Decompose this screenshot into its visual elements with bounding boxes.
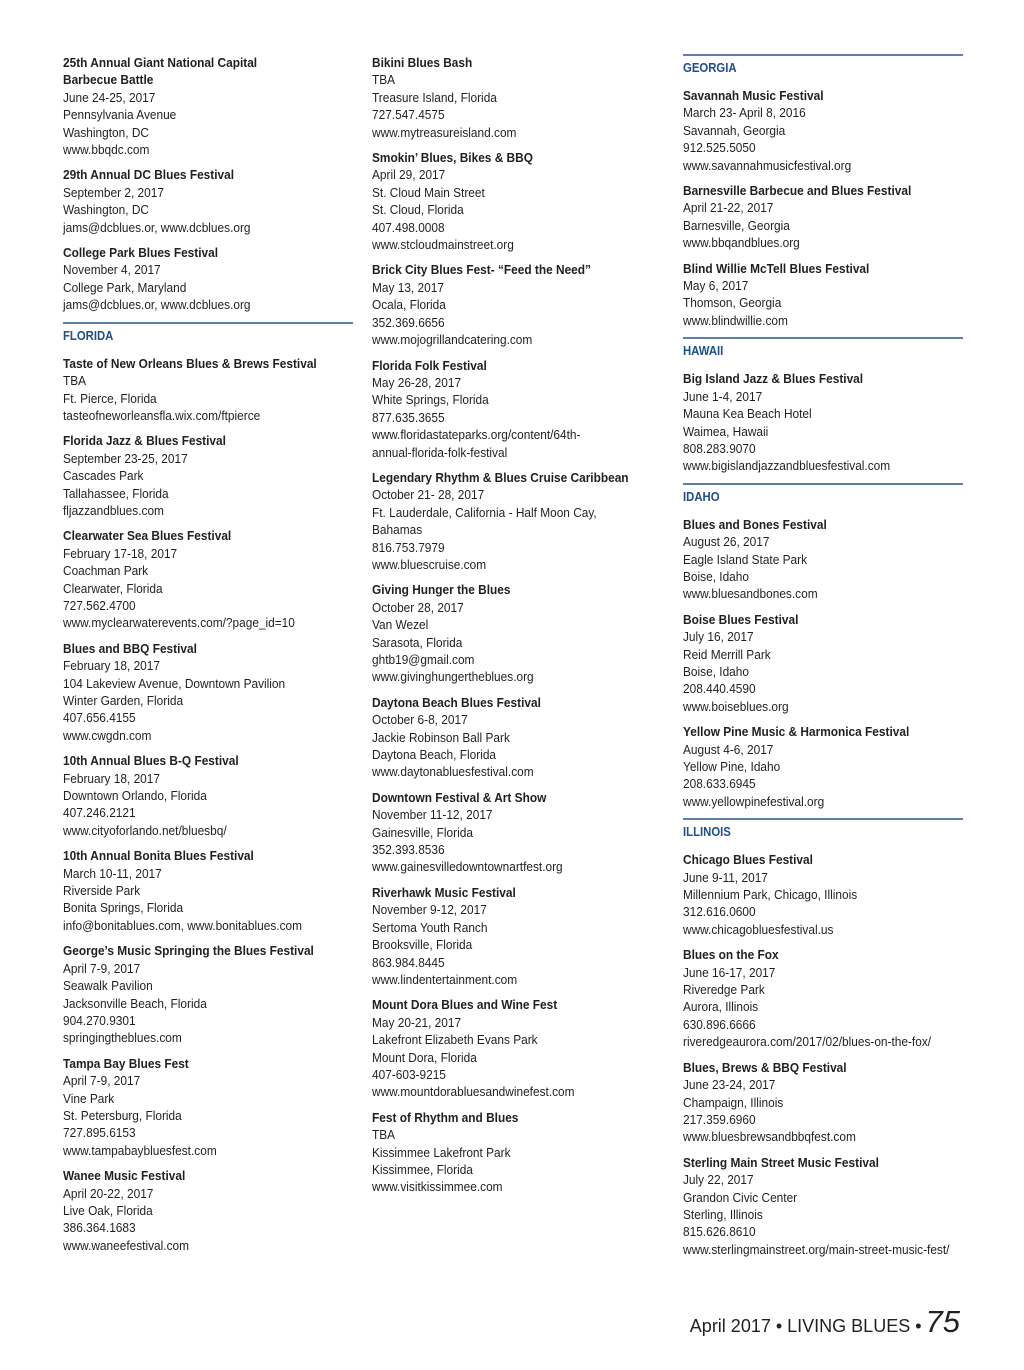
festival-detail: White Springs, Florida (372, 392, 489, 408)
festival-name: 25th Annual Giant National Capital (63, 55, 258, 70)
festival-detail: www.myclearwaterevents.com/?page_id=10 (63, 615, 295, 631)
festival-detail: www.chicagobluesfestival.us (683, 921, 834, 937)
festival-listing (372, 149, 668, 253)
state-heading: ILLINOIS (683, 825, 731, 840)
festival-listing (683, 1059, 963, 1146)
festival-detail: tasteofneworleansfla.wix.com/ftpierce (63, 407, 261, 423)
festival-detail: 352.393.8536 (372, 842, 445, 858)
festival-listing (63, 432, 353, 519)
festival-detail: www.bluesandbones.com (683, 586, 818, 602)
festival-listing (683, 723, 963, 810)
festival-detail: 312.616.0600 (683, 904, 756, 920)
festival-detail: 407-603-9215 (372, 1066, 446, 1082)
state-heading: HAWAII (683, 344, 724, 359)
festival-name: Riverhawk Music Festival (372, 884, 516, 900)
festival-detail: 407.498.0008 (372, 219, 445, 235)
festival-name: Chicago Blues Festival (683, 852, 813, 868)
festival-detail: TBA (63, 373, 87, 389)
festival-listing (683, 946, 963, 1050)
festival-detail: April 7-9, 2017 (63, 960, 141, 976)
footer-text: April 2017 • LIVING BLUES • (689, 1316, 922, 1336)
festival-detail: November 4, 2017 (63, 262, 161, 278)
section-divider (683, 337, 963, 339)
festival-detail: www.tampabaybluesfest.com (63, 1142, 217, 1158)
festival-name: George’s Music Springing the Blues Festival (63, 943, 314, 959)
festival-detail: www.sterlingmainstreet.org/main-street-music-fest/ (683, 1241, 950, 1257)
festival-detail: Van Wezel (372, 617, 429, 633)
festival-detail: Boise, Idaho (683, 663, 749, 679)
section-divider (683, 818, 963, 820)
festival-detail: Sterling, Illinois (683, 1206, 763, 1222)
festival-detail: September 2, 2017 (63, 184, 164, 200)
festival-detail: Washington, DC (63, 124, 149, 140)
festival-detail: jams@dcblues.or, www.dcblues.org (63, 219, 251, 235)
festival-detail: Sertoma Youth Ranch (372, 919, 488, 935)
festival-detail: St. Cloud Main Street (372, 184, 485, 200)
festival-detail: Bonita Springs, Florida (63, 900, 184, 916)
festival-detail: July 22, 2017 (683, 1172, 754, 1188)
festival-listing (372, 469, 668, 573)
festival-detail: www.yellowpinefestival.org (683, 793, 825, 809)
festival-name: Giving Hunger the Blues (372, 582, 511, 598)
festival-detail: June 16-17, 2017 (683, 964, 776, 980)
section-divider (63, 322, 353, 324)
festival-name: Brick City Blues Fest- “Feed the Need” (372, 262, 591, 278)
festival-detail: www.cwgdn.com (63, 727, 152, 743)
festival-listing (372, 694, 668, 781)
festival-detail: www.givinghungertheblues.org (372, 669, 534, 685)
state-section-header (683, 483, 963, 506)
festival-detail: Cascades Park (63, 468, 144, 484)
festival-detail: www.floridastateparks.org/content/64th- (372, 427, 581, 443)
festival-detail: Ft. Lauderdale, California - Half Moon Cay, (372, 504, 597, 520)
festival-detail: 727.895.6153 (63, 1125, 136, 1141)
festival-detail: www.boiseblues.org (683, 698, 789, 714)
festival-listing (683, 611, 963, 715)
festival-listing (63, 640, 353, 744)
festival-detail: 727.562.4700 (63, 597, 136, 613)
festival-detail: Kissimmee Lakefront Park (372, 1144, 511, 1160)
festival-detail: 386.364.1683 (63, 1220, 136, 1236)
festival-detail: Waimea, Hawaii (683, 423, 769, 439)
festival-detail: February 18, 2017 (63, 770, 161, 786)
festival-detail: 912.525.5050 (683, 140, 756, 156)
festival-detail: May 26-28, 2017 (372, 374, 462, 390)
festival-detail: Riveredge Park (683, 982, 765, 998)
festival-detail: 877.635.3655 (372, 409, 445, 425)
festival-listing (372, 261, 668, 348)
festival-detail: www.stcloudmainstreet.org (372, 237, 514, 253)
festival-detail: Vine Park (63, 1090, 115, 1106)
festival-detail: 863.984.8445 (372, 954, 445, 970)
festival-detail: 407.656.4155 (63, 710, 136, 726)
festival-detail: jams@dcblues.or, www.dcblues.org (63, 297, 251, 313)
festival-name: Mount Dora Blues and Wine Fest (372, 997, 558, 1013)
festival-name: Barbecue Battle (63, 72, 154, 88)
festival-detail: ghtb19@gmail.com (372, 652, 475, 667)
festival-detail: 727.547.4575 (372, 107, 445, 123)
festival-detail: annual-florida-folk-festival (372, 444, 508, 460)
festival-detail: September 23-25, 2017 (63, 450, 188, 466)
festival-listing (372, 357, 668, 461)
festival-name: Smokin’ Blues, Bikes & BBQ (372, 150, 533, 166)
festival-listing (63, 244, 353, 314)
festival-detail: Thomson, Georgia (683, 295, 782, 311)
festival-detail: Jackie Robinson Ball Park (372, 729, 510, 745)
festival-detail: College Park, Maryland (63, 279, 187, 295)
festival-detail: Live Oak, Florida (63, 1202, 153, 1218)
festival-detail: Aurora, Illinois (683, 999, 759, 1015)
festival-detail: November 9-12, 2017 (372, 902, 487, 918)
festival-detail: June 1-4, 2017 (683, 388, 763, 404)
festival-listing (63, 527, 353, 631)
state-heading: GEORGIA (683, 61, 737, 75)
festival-detail: May 20-21, 2017 (372, 1014, 462, 1030)
festival-detail: www.bbqandblues.org (683, 235, 800, 251)
festival-listing (63, 54, 353, 158)
festival-name: Clearwater Sea Blues Festival (63, 528, 232, 544)
festival-listing (683, 182, 963, 252)
festival-detail: 630.896.6666 (683, 1016, 756, 1032)
festival-detail: riveredgeaurora.com/2017/02/blues-on-the-fox/ (683, 1034, 932, 1050)
festival-detail: February 18, 2017 (63, 658, 161, 674)
festival-detail: Mauna Kea Beach Hotel (683, 406, 812, 422)
festival-detail: 808.283.9070 (683, 440, 756, 456)
festival-detail: 904.270.9301 (63, 1012, 136, 1028)
festival-listing (63, 1055, 353, 1159)
festival-name: Daytona Beach Blues Festival (372, 694, 541, 710)
festival-detail: Grandon Civic Center (683, 1189, 798, 1205)
festival-detail: May 6, 2017 (683, 278, 749, 294)
festival-detail: www.bluescruise.com (372, 556, 487, 572)
festival-detail: Winter Garden, Florida (63, 693, 184, 708)
state-section-header (683, 818, 963, 841)
festival-name: Taste of New Orleans Blues & Brews Festival (63, 355, 317, 371)
festival-detail: Boise, Idaho (683, 568, 749, 584)
festival-detail: Ocala, Florida (372, 297, 446, 313)
state-section-header (63, 322, 353, 345)
festival-listing (683, 1154, 963, 1258)
festival-detail: www.cityoforlando.net/bluesbq/ (63, 822, 227, 838)
festival-detail: Treasure Island, Florida (372, 89, 497, 105)
festival-name: Barnesville Barbecue and Blues Festival (683, 183, 912, 199)
festival-detail: May 13, 2017 (372, 279, 444, 295)
state-heading: FLORIDA (63, 328, 114, 343)
festival-detail: August 4-6, 2017 (683, 741, 774, 757)
festival-detail: February 17-18, 2017 (63, 545, 178, 561)
festival-listing (683, 370, 963, 474)
festival-listing (683, 851, 963, 938)
festival-detail: 352.369.6656 (372, 314, 445, 330)
festival-detail: Reid Merrill Park (683, 646, 771, 662)
festival-detail: Savannah, Georgia (683, 122, 786, 138)
festival-name: Big Island Jazz & Blues Festival (683, 371, 864, 387)
festival-name: Fest of Rhythm and Blues (372, 1109, 519, 1125)
page-footer (690, 1302, 960, 1346)
festival-listing (372, 581, 668, 685)
festival-listing (63, 166, 353, 236)
festival-listing (63, 942, 353, 1046)
festival-name: Bikini Blues Bash (372, 55, 473, 70)
festival-detail: October 6-8, 2017 (372, 712, 468, 728)
state-heading: IDAHO (683, 489, 720, 504)
festival-name: Boise Blues Festival (683, 611, 799, 627)
festival-detail: www.mountdorabluesandwinefest.com (372, 1084, 575, 1100)
festival-detail: www.savannahmusicfestival.org (683, 157, 852, 173)
festival-detail: October 21- 28, 2017 (372, 487, 485, 503)
festival-name: Blues on the Fox (683, 947, 779, 963)
festival-detail: 208.633.6945 (683, 776, 756, 792)
festival-detail: June 9-11, 2017 (683, 869, 768, 885)
festival-name: College Park Blues Festival (63, 245, 219, 261)
festival-detail: Washington, DC (63, 202, 149, 218)
festival-detail: www.bluesbrewsandbbqfest.com (683, 1129, 856, 1145)
festival-detail: Clearwater, Florida (63, 580, 163, 596)
festival-detail: Brooksville, Florida (372, 937, 473, 953)
festival-name: Yellow Pine Music & Harmonica Festival (683, 724, 910, 740)
festival-listing (372, 1109, 668, 1196)
page-number: 75 (925, 1304, 960, 1339)
festival-name: Legendary Rhythm & Blues Cruise Caribbean (372, 469, 629, 485)
festival-detail: June 24-25, 2017 (63, 89, 156, 105)
festival-listing (63, 1167, 353, 1254)
festival-detail: www.bbqdc.com (63, 142, 150, 158)
festival-detail: St. Petersburg, Florida (63, 1107, 182, 1123)
column-middle (372, 54, 668, 1204)
festival-listing (63, 847, 353, 934)
festival-detail: www.bigislandjazzandbluesfestival.com (683, 458, 891, 474)
festival-listing (372, 789, 668, 876)
festival-name: Blues and Bones Festival (683, 516, 827, 532)
festival-detail: Coachman Park (63, 563, 149, 579)
festival-name: Downtown Festival & Art Show (372, 789, 547, 805)
festival-detail: springingtheblues.com (63, 1030, 182, 1046)
festival-detail: www.lindentertainment.com (372, 971, 518, 987)
festival-detail: Downtown Orlando, Florida (63, 788, 207, 804)
state-section-header (683, 337, 963, 360)
festival-name: Florida Jazz & Blues Festival (63, 433, 226, 449)
festival-detail: July 16, 2017 (683, 629, 754, 645)
festival-detail: www.daytonabluesfestival.com (372, 764, 534, 780)
festival-name: Blind Willie McTell Blues Festival (683, 260, 870, 276)
festival-detail: Pennsylvania Avenue (63, 107, 177, 123)
festival-detail: St. Cloud, Florida (372, 202, 464, 218)
festival-listing (683, 260, 963, 330)
festival-detail: October 28, 2017 (372, 599, 464, 615)
column-left (63, 54, 353, 1262)
festival-name: Tampa Bay Blues Fest (63, 1055, 189, 1071)
festival-listing (63, 752, 353, 839)
festival-listing (63, 355, 353, 425)
festival-detail: 217.359.6960 (683, 1111, 756, 1127)
section-divider (683, 483, 963, 485)
section-divider (683, 54, 963, 56)
festival-detail: April 7-9, 2017 (63, 1073, 141, 1089)
state-section-header (683, 54, 963, 77)
column-right (683, 54, 963, 1266)
festival-detail: April 21-22, 2017 (683, 200, 774, 216)
festival-detail: 815.626.8610 (683, 1224, 756, 1240)
festival-detail: www.waneefestival.com (63, 1237, 189, 1253)
festival-detail: 407.246.2121 (63, 805, 136, 821)
festival-detail: Yellow Pine, Idaho (683, 759, 781, 774)
festival-detail: TBA (372, 72, 396, 88)
festival-detail: www.mytreasureisland.com (372, 124, 517, 140)
festival-detail: Mount Dora, Florida (372, 1049, 477, 1065)
festival-detail: Ft. Pierce, Florida (63, 390, 157, 406)
festival-detail: 104 Lakeview Avenue, Downtown Pavilion (63, 675, 286, 691)
festival-name: Blues, Brews & BBQ Festival (683, 1059, 847, 1075)
festival-detail: TBA (372, 1127, 396, 1143)
festival-detail: Seawalk Pavilion (63, 978, 153, 994)
festival-name: 29th Annual DC Blues Festival (63, 167, 235, 183)
festival-detail: Barnesville, Georgia (683, 217, 790, 233)
festival-detail: Bahamas (372, 522, 423, 538)
festival-detail: Gainesville, Florida (372, 824, 473, 840)
festival-detail: Sarasota, Florida (372, 634, 463, 650)
festival-listing (372, 54, 668, 141)
festival-detail: Tallahassee, Florida (63, 485, 169, 501)
festival-detail: Eagle Island State Park (683, 551, 808, 567)
festival-detail: August 26, 2017 (683, 534, 770, 550)
festival-listing (372, 996, 668, 1100)
festival-listing (683, 87, 963, 174)
festival-detail: Daytona Beach, Florida (372, 747, 497, 763)
festival-detail: fljazzandblues.com (63, 502, 164, 518)
festival-detail: Millennium Park, Chicago, Illinois (683, 887, 858, 903)
festival-detail: Kissimmee, Florida (372, 1161, 473, 1177)
festival-detail: Champaign, Illinois (683, 1094, 784, 1110)
festival-detail: 816.753.7979 (372, 539, 445, 555)
festival-detail: www.visitkissimmee.com (372, 1179, 503, 1195)
festival-name: Sterling Main Street Music Festival (683, 1154, 879, 1170)
festival-detail: 208.440.4590 (683, 681, 756, 697)
festival-detail: March 23- April 8, 2016 (683, 105, 806, 121)
festival-detail: Riverside Park (63, 883, 141, 899)
festival-detail: April 29, 2017 (372, 167, 446, 183)
festival-name: Savannah Music Festival (683, 88, 824, 103)
festival-detail: March 10-11, 2017 (63, 865, 162, 881)
festival-detail: Jacksonville Beach, Florida (63, 995, 207, 1011)
festival-name: Wanee Music Festival (63, 1168, 186, 1184)
festival-detail: info@bonitablues.com, www.bonitablues.com (63, 917, 303, 933)
festival-detail: www.mojogrillandcatering.com (372, 332, 533, 348)
festival-detail: April 20-22, 2017 (63, 1185, 154, 1201)
festival-name: Florida Folk Festival (372, 357, 487, 373)
festival-name: 10th Annual Blues B-Q Festival (63, 753, 239, 769)
festival-listing (683, 516, 963, 603)
festival-detail: www.gainesvilledowntownartfest.org (372, 859, 563, 875)
festival-detail: June 23-24, 2017 (683, 1077, 776, 1093)
festival-detail: Lakefront Elizabeth Evans Park (372, 1032, 538, 1048)
festival-detail: November 11-12, 2017 (372, 807, 493, 823)
festival-name: Blues and BBQ Festival (63, 640, 197, 656)
festival-detail: www.blindwillie.com (683, 312, 788, 328)
festival-name: 10th Annual Bonita Blues Festival (63, 848, 254, 864)
festival-listing (372, 884, 668, 988)
